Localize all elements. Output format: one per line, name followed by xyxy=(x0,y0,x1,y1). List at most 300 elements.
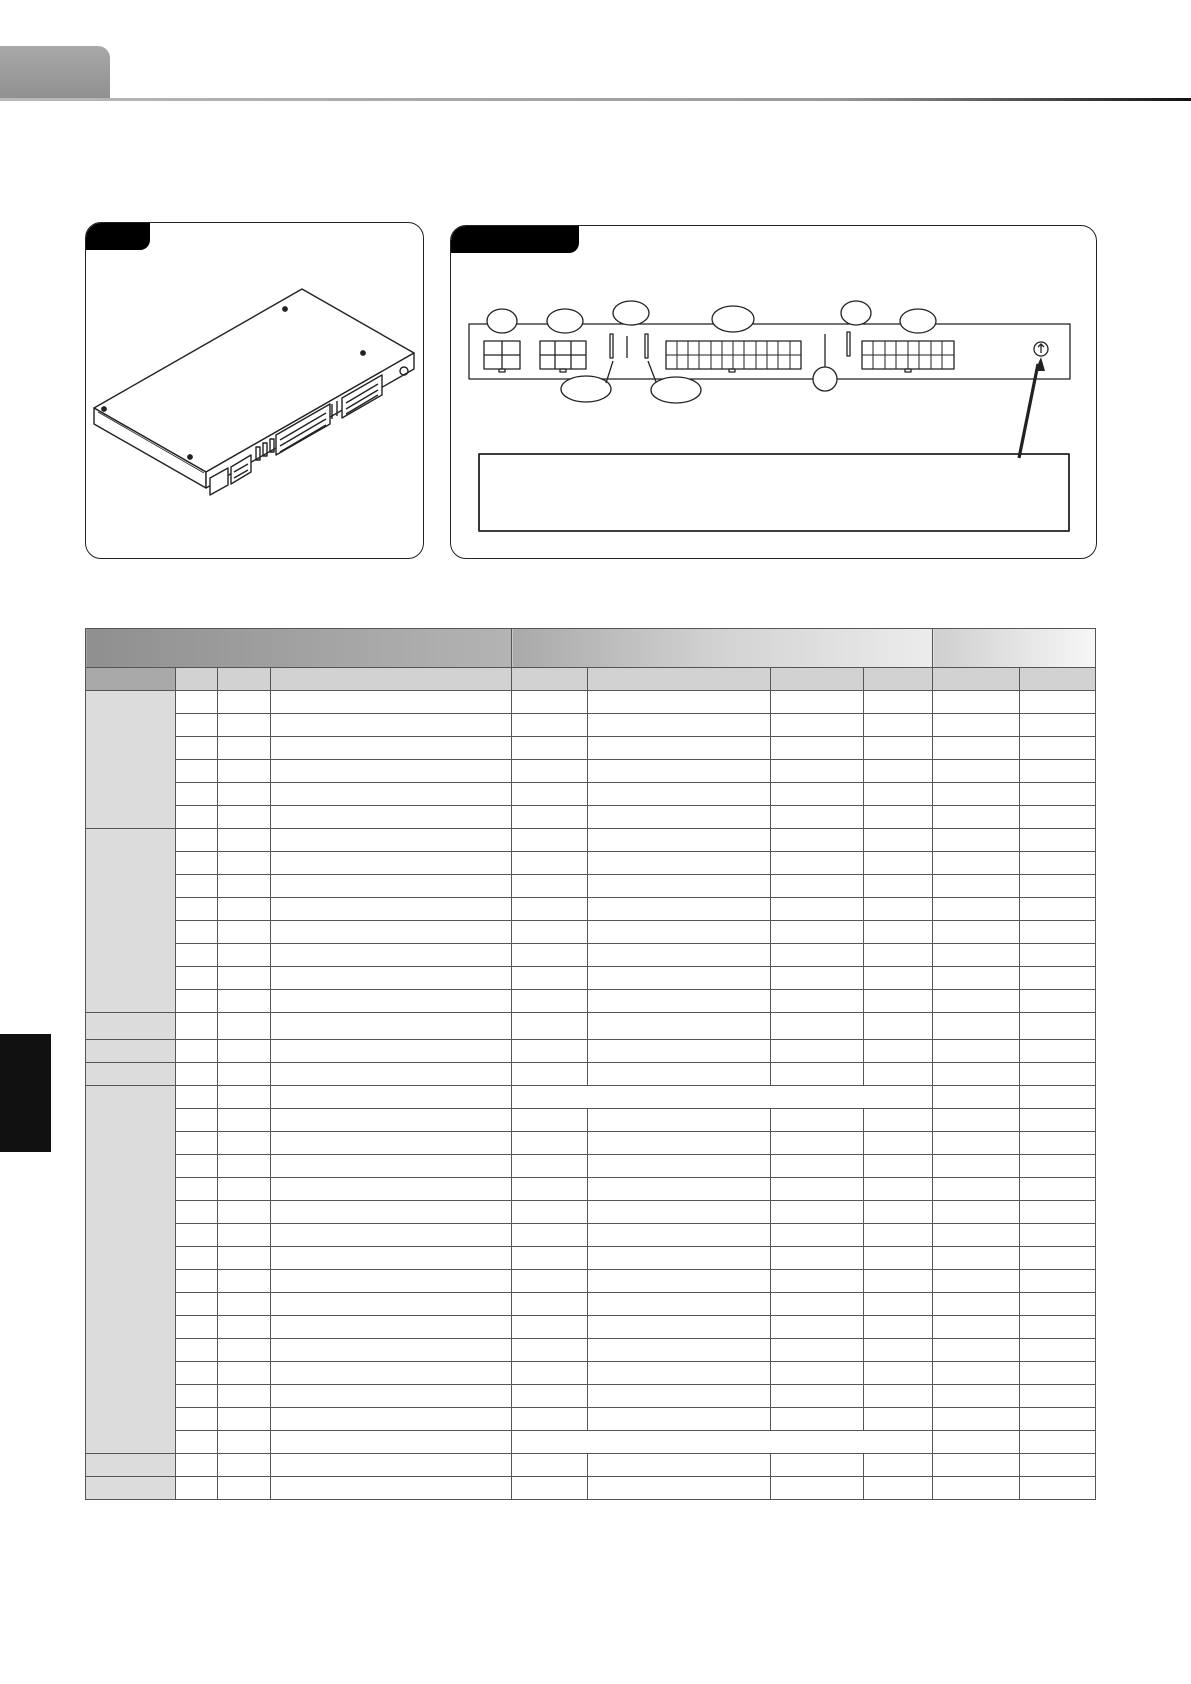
table-cell xyxy=(271,1086,512,1109)
table-cell xyxy=(218,898,271,921)
table-cell xyxy=(218,944,271,967)
table-cell xyxy=(588,714,771,737)
table-cell xyxy=(588,1201,771,1224)
table-cell xyxy=(176,1224,218,1247)
table-cell xyxy=(271,967,512,990)
table-cell xyxy=(771,1408,864,1431)
table-cell xyxy=(771,1201,864,1224)
table-row xyxy=(86,1155,1096,1178)
table-sub-header xyxy=(864,668,933,691)
table-cell xyxy=(771,1316,864,1339)
table-group-label xyxy=(86,1454,176,1477)
table-cell xyxy=(1020,921,1096,944)
table-cell xyxy=(1020,1013,1096,1040)
table-cell xyxy=(271,1316,512,1339)
table-cell xyxy=(271,1454,512,1477)
table-row xyxy=(86,1408,1096,1431)
table-cell xyxy=(218,1247,271,1270)
table-cell xyxy=(771,783,864,806)
table-cell xyxy=(933,1109,1020,1132)
table-cell xyxy=(1020,944,1096,967)
table-row xyxy=(86,714,1096,737)
table-cell xyxy=(271,1362,512,1385)
table-cell xyxy=(771,967,864,990)
table-cell xyxy=(176,898,218,921)
table-cell xyxy=(588,1013,771,1040)
table-cell xyxy=(933,898,1020,921)
table-cell xyxy=(218,921,271,944)
table-cell xyxy=(512,1339,588,1362)
table-cell xyxy=(864,1316,933,1339)
table-cell xyxy=(512,1040,588,1063)
table-cell xyxy=(218,852,271,875)
table-sub-header xyxy=(512,668,588,691)
table-cell xyxy=(1020,1454,1096,1477)
table-cell xyxy=(771,806,864,829)
table-sub-header xyxy=(176,668,218,691)
table-cell xyxy=(588,737,771,760)
table-cell xyxy=(271,1224,512,1247)
table-cell xyxy=(588,1270,771,1293)
table-cell xyxy=(512,921,588,944)
table-cell xyxy=(271,1408,512,1431)
table-cell xyxy=(771,829,864,852)
table-cell xyxy=(218,1339,271,1362)
table-cell xyxy=(771,1339,864,1362)
table-cell xyxy=(218,875,271,898)
table-group-header-2 xyxy=(512,629,933,668)
table-cell xyxy=(588,1132,771,1155)
table-cell xyxy=(271,1063,512,1086)
table-cell xyxy=(588,990,771,1013)
table-cell xyxy=(271,760,512,783)
table-cell xyxy=(512,1247,588,1270)
table-row xyxy=(86,1109,1096,1132)
module-isometric-drawing xyxy=(86,223,423,558)
table-cell xyxy=(864,691,933,714)
table-cell xyxy=(933,1408,1020,1431)
table-sub-header xyxy=(588,668,771,691)
table-cell xyxy=(271,898,512,921)
table-cell xyxy=(512,760,588,783)
table-group-label xyxy=(86,691,176,829)
table-cell xyxy=(512,875,588,898)
table-row xyxy=(86,1270,1096,1293)
table-cell xyxy=(218,1224,271,1247)
table-cell xyxy=(771,921,864,944)
table-cell xyxy=(864,760,933,783)
table-cell xyxy=(271,1477,512,1500)
table-cell xyxy=(864,1293,933,1316)
table-cell xyxy=(1020,1086,1096,1109)
table-cell xyxy=(218,1178,271,1201)
table-cell xyxy=(176,806,218,829)
table-cell xyxy=(271,1155,512,1178)
table-cell xyxy=(771,1270,864,1293)
table-cell xyxy=(176,1155,218,1178)
table-sub-header xyxy=(771,668,864,691)
table-cell xyxy=(271,691,512,714)
table-cell xyxy=(1020,1063,1096,1086)
table-cell xyxy=(271,783,512,806)
table-cell xyxy=(864,944,933,967)
table-row xyxy=(86,1201,1096,1224)
table-cell xyxy=(864,921,933,944)
spec-table xyxy=(85,628,1096,1500)
table-cell xyxy=(864,1477,933,1500)
table-cell xyxy=(771,1155,864,1178)
table-row xyxy=(86,829,1096,852)
table-cell xyxy=(933,829,1020,852)
table-cell xyxy=(218,1454,271,1477)
table-cell xyxy=(1020,1385,1096,1408)
table-cell xyxy=(218,990,271,1013)
table-cell xyxy=(588,1408,771,1431)
table-cell xyxy=(771,691,864,714)
table-cell xyxy=(271,1270,512,1293)
table-cell xyxy=(176,852,218,875)
table-cell xyxy=(1020,1362,1096,1385)
table-cell xyxy=(1020,806,1096,829)
table-row xyxy=(86,967,1096,990)
table-cell xyxy=(771,1385,864,1408)
table-cell xyxy=(512,967,588,990)
table-cell xyxy=(933,1247,1020,1270)
table-cell xyxy=(512,691,588,714)
table-cell xyxy=(218,806,271,829)
table-cell xyxy=(933,1316,1020,1339)
table-cell xyxy=(588,1362,771,1385)
table-cell xyxy=(588,1454,771,1477)
table-cell xyxy=(864,1339,933,1362)
table-cell xyxy=(512,1362,588,1385)
table-cell xyxy=(176,1247,218,1270)
table-cell xyxy=(176,1362,218,1385)
table-cell xyxy=(1020,1109,1096,1132)
table-cell xyxy=(1020,829,1096,852)
table-row xyxy=(86,852,1096,875)
table-cell xyxy=(176,1339,218,1362)
table-cell xyxy=(1020,691,1096,714)
table-cell xyxy=(1020,1316,1096,1339)
table-row xyxy=(86,944,1096,967)
table-cell xyxy=(271,1040,512,1063)
table-cell xyxy=(176,829,218,852)
table-cell xyxy=(771,1063,864,1086)
table-cell xyxy=(771,737,864,760)
table-cell xyxy=(1020,875,1096,898)
table-cell xyxy=(271,1013,512,1040)
table-cell xyxy=(588,944,771,967)
table-row xyxy=(86,1339,1096,1362)
table-cell xyxy=(1020,898,1096,921)
table-cell xyxy=(933,806,1020,829)
table-row xyxy=(86,1040,1096,1063)
table-cell xyxy=(588,829,771,852)
table-cell xyxy=(176,1086,218,1109)
table-cell xyxy=(218,714,271,737)
table-cell xyxy=(1020,714,1096,737)
table-cell xyxy=(933,1270,1020,1293)
table-cell xyxy=(864,1109,933,1132)
table-cell xyxy=(1020,783,1096,806)
table-cell xyxy=(933,1013,1020,1040)
table-cell xyxy=(933,1155,1020,1178)
table-cell xyxy=(1020,1178,1096,1201)
table-cell xyxy=(176,691,218,714)
table-cell xyxy=(864,1155,933,1178)
table-cell xyxy=(512,1201,588,1224)
table-group-label xyxy=(86,1086,176,1454)
table-cell xyxy=(176,1109,218,1132)
table-row xyxy=(86,1454,1096,1477)
table-cell xyxy=(588,783,771,806)
table-cell xyxy=(512,829,588,852)
table-cell xyxy=(933,1362,1020,1385)
table-cell xyxy=(933,852,1020,875)
table-cell xyxy=(176,1477,218,1500)
table-cell xyxy=(512,1477,588,1500)
table-group-header-3 xyxy=(933,629,1096,668)
table-cell xyxy=(512,1086,933,1109)
table-row xyxy=(86,1132,1096,1155)
table-cell xyxy=(218,1477,271,1500)
table-cell xyxy=(512,1178,588,1201)
table-cell xyxy=(271,1109,512,1132)
table-cell xyxy=(864,1201,933,1224)
table-cell xyxy=(771,1293,864,1316)
table-cell xyxy=(218,760,271,783)
table-cell xyxy=(512,990,588,1013)
table-cell xyxy=(771,1247,864,1270)
table-cell xyxy=(271,714,512,737)
table-cell xyxy=(588,921,771,944)
table-cell xyxy=(512,1063,588,1086)
table-cell xyxy=(588,806,771,829)
table-cell xyxy=(933,1477,1020,1500)
table-cell xyxy=(933,691,1020,714)
table-cell xyxy=(218,1293,271,1316)
table-cell xyxy=(512,1385,588,1408)
table-cell xyxy=(864,1132,933,1155)
table-cell xyxy=(933,875,1020,898)
header-rule xyxy=(0,98,1191,101)
table-cell xyxy=(271,737,512,760)
header-tab xyxy=(0,46,110,100)
table-cell xyxy=(271,1431,512,1454)
table-cell xyxy=(218,737,271,760)
table-cell xyxy=(1020,990,1096,1013)
table-cell xyxy=(588,1293,771,1316)
table-cell xyxy=(771,1224,864,1247)
table-group-label xyxy=(86,1063,176,1086)
table-cell xyxy=(588,1316,771,1339)
table-row xyxy=(86,1431,1096,1454)
table-cell xyxy=(271,1201,512,1224)
table-cell xyxy=(588,1477,771,1500)
table-cell xyxy=(176,967,218,990)
table-row xyxy=(86,1224,1096,1247)
table-cell xyxy=(176,783,218,806)
table-cell xyxy=(218,1086,271,1109)
table-cell xyxy=(864,1247,933,1270)
table-cell xyxy=(271,875,512,898)
table-cell xyxy=(218,1013,271,1040)
table-cell xyxy=(271,829,512,852)
table-cell xyxy=(512,714,588,737)
table-cell xyxy=(1020,1293,1096,1316)
table-cell xyxy=(933,783,1020,806)
table-cell xyxy=(512,1013,588,1040)
table-cell xyxy=(512,898,588,921)
table-row xyxy=(86,1477,1096,1500)
table-cell xyxy=(933,760,1020,783)
table-cell xyxy=(512,806,588,829)
table-row xyxy=(86,760,1096,783)
table-cell xyxy=(176,990,218,1013)
table-cell xyxy=(271,921,512,944)
table-cell xyxy=(1020,760,1096,783)
table-cell xyxy=(512,1431,933,1454)
table-cell xyxy=(218,783,271,806)
table-cell xyxy=(176,875,218,898)
table-cell xyxy=(933,1224,1020,1247)
table-cell xyxy=(933,1063,1020,1086)
table-cell xyxy=(864,898,933,921)
table-cell xyxy=(271,1385,512,1408)
table-row xyxy=(86,1013,1096,1040)
table-cell xyxy=(864,714,933,737)
table-cell xyxy=(218,1270,271,1293)
table-cell xyxy=(864,829,933,852)
table-cell xyxy=(771,760,864,783)
table-cell xyxy=(512,1408,588,1431)
connector-figure-panel xyxy=(450,225,1097,559)
connector-front-drawing xyxy=(451,226,1096,558)
table-cell xyxy=(864,990,933,1013)
table-cell xyxy=(771,1109,864,1132)
table-cell xyxy=(218,1385,271,1408)
table-cell xyxy=(218,1316,271,1339)
table-sub-header xyxy=(933,668,1020,691)
table-cell xyxy=(176,1013,218,1040)
table-cell xyxy=(588,1247,771,1270)
table-cell xyxy=(1020,967,1096,990)
table-cell xyxy=(771,1454,864,1477)
table-cell xyxy=(771,1132,864,1155)
table-group-label xyxy=(86,1013,176,1040)
table-row xyxy=(86,1385,1096,1408)
table-cell xyxy=(176,1316,218,1339)
table-row xyxy=(86,806,1096,829)
table-row xyxy=(86,898,1096,921)
table-cell xyxy=(271,990,512,1013)
table-cell xyxy=(864,1385,933,1408)
table-cell xyxy=(512,944,588,967)
table-row xyxy=(86,737,1096,760)
table-cell xyxy=(176,760,218,783)
table-sub-header xyxy=(86,668,176,691)
table-cell xyxy=(588,760,771,783)
table-cell xyxy=(176,1293,218,1316)
table-cell xyxy=(1020,737,1096,760)
table-cell xyxy=(933,1454,1020,1477)
table-cell xyxy=(588,1178,771,1201)
table-row xyxy=(86,1362,1096,1385)
table-cell xyxy=(933,1385,1020,1408)
module-figure-panel xyxy=(85,222,424,559)
table-sub-header xyxy=(271,668,512,691)
table-row xyxy=(86,1086,1096,1109)
table-row xyxy=(86,1063,1096,1086)
table-cell xyxy=(218,1431,271,1454)
table-cell xyxy=(933,1086,1020,1109)
table-cell xyxy=(864,1454,933,1477)
table-sub-header xyxy=(218,668,271,691)
table-cell xyxy=(1020,1431,1096,1454)
table-cell xyxy=(588,967,771,990)
table-cell xyxy=(588,1063,771,1086)
table-cell xyxy=(218,967,271,990)
table-cell xyxy=(588,1109,771,1132)
table-cell xyxy=(864,806,933,829)
table-cell xyxy=(512,1270,588,1293)
table-cell xyxy=(933,1132,1020,1155)
table-cell xyxy=(864,1040,933,1063)
table-cell xyxy=(588,1339,771,1362)
table-cell xyxy=(176,1385,218,1408)
table-row xyxy=(86,783,1096,806)
table-cell xyxy=(271,944,512,967)
table-cell xyxy=(771,898,864,921)
table-cell xyxy=(864,875,933,898)
table-cell xyxy=(176,1454,218,1477)
table-cell xyxy=(771,1362,864,1385)
table-cell xyxy=(176,1408,218,1431)
table-cell xyxy=(864,1178,933,1201)
table-cell xyxy=(176,1431,218,1454)
table-cell xyxy=(271,806,512,829)
table-cell xyxy=(218,1132,271,1155)
table-cell xyxy=(771,990,864,1013)
table-cell xyxy=(218,691,271,714)
table-cell xyxy=(933,714,1020,737)
table-cell xyxy=(271,1247,512,1270)
table-cell xyxy=(1020,1477,1096,1500)
table-cell xyxy=(933,1201,1020,1224)
table-cell xyxy=(512,1224,588,1247)
table-cell xyxy=(176,1063,218,1086)
table-cell xyxy=(1020,1408,1096,1431)
spec-table-body xyxy=(86,691,1096,1500)
table-row xyxy=(86,990,1096,1013)
table-cell xyxy=(218,1362,271,1385)
table-cell xyxy=(864,967,933,990)
table-cell xyxy=(176,1132,218,1155)
table-cell xyxy=(176,737,218,760)
table-cell xyxy=(588,1155,771,1178)
table-cell xyxy=(271,1132,512,1155)
table-cell xyxy=(864,737,933,760)
table-cell xyxy=(1020,1155,1096,1178)
table-cell xyxy=(512,1293,588,1316)
table-cell xyxy=(512,1109,588,1132)
table-cell xyxy=(1020,852,1096,875)
table-cell xyxy=(588,852,771,875)
table-cell xyxy=(512,1132,588,1155)
table-cell xyxy=(218,1109,271,1132)
table-cell xyxy=(271,1178,512,1201)
